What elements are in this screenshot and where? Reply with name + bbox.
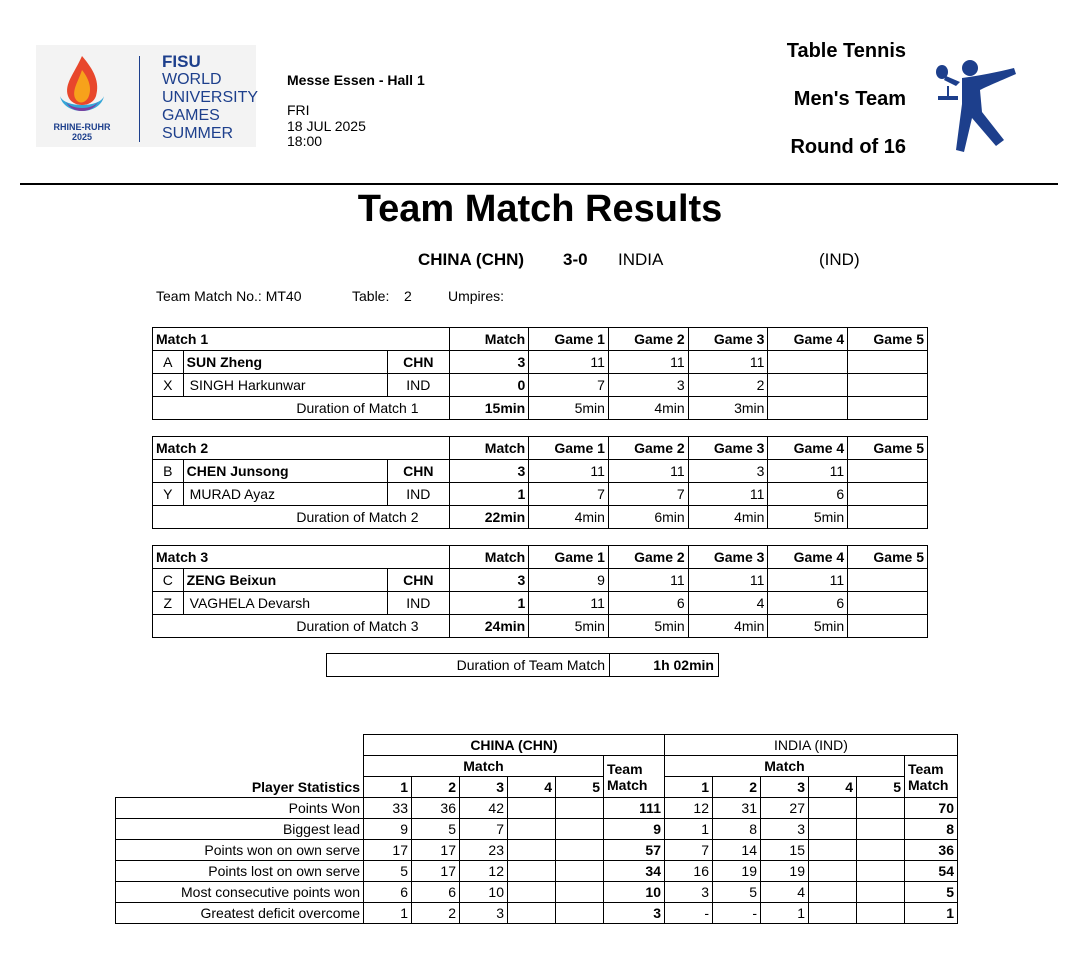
player-position: Z xyxy=(153,592,184,615)
game-score: 7 xyxy=(608,483,688,506)
game-column-header: Game 4 xyxy=(768,328,848,351)
stat-value xyxy=(508,840,556,861)
stat-value: 7 xyxy=(460,819,508,840)
header-divider xyxy=(20,183,1058,185)
stats-team2: INDIA (IND) xyxy=(665,735,958,756)
stat-value: 23 xyxy=(460,840,508,861)
game-duration: 5min xyxy=(608,615,688,638)
game-score: 11 xyxy=(608,460,688,483)
player-row xyxy=(153,460,928,483)
stats-row xyxy=(116,903,958,924)
stat-value xyxy=(809,840,857,861)
player-position: B xyxy=(153,460,184,483)
stats-team-row xyxy=(116,735,958,756)
stat-value: 3 xyxy=(761,819,809,840)
game-duration xyxy=(848,506,928,529)
player-match-score: 3 xyxy=(449,351,529,374)
game-column-header: Game 2 xyxy=(608,546,688,569)
match-duration-label: Duration of Match 1 xyxy=(153,397,450,420)
game-score: 4 xyxy=(688,592,768,615)
stat-team-total: 34 xyxy=(604,861,665,882)
stat-label: Points Won xyxy=(116,798,364,819)
player-statistics-table xyxy=(115,734,958,924)
page-title: Team Match Results xyxy=(357,188,723,230)
game-score: 11 xyxy=(688,569,768,592)
stats-row xyxy=(116,882,958,903)
stat-value: 33 xyxy=(364,798,412,819)
team2-code: (IND) xyxy=(819,250,860,269)
game-column-header: Game 3 xyxy=(688,437,768,460)
match-title: Match 2 xyxy=(153,437,450,460)
stat-team-total: 9 xyxy=(604,819,665,840)
stat-value xyxy=(556,798,604,819)
stat-value: 31 xyxy=(713,798,761,819)
stat-value: 17 xyxy=(412,861,460,882)
player-position: X xyxy=(153,374,184,397)
player-row xyxy=(153,592,928,615)
stat-value xyxy=(857,840,905,861)
host-name: RHINE-RUHR xyxy=(53,122,111,132)
stat-value xyxy=(857,861,905,882)
stat-value: 8 xyxy=(713,819,761,840)
team-duration-label: Duration of Team Match xyxy=(327,654,610,677)
match-header-row xyxy=(153,437,928,460)
stat-team-total: 3 xyxy=(604,903,665,924)
stat-value: 15 xyxy=(761,840,809,861)
stat-value: - xyxy=(665,903,713,924)
match-column-header: Match xyxy=(449,546,529,569)
game-score: 7 xyxy=(529,374,609,397)
stat-value xyxy=(556,840,604,861)
stat-value: 17 xyxy=(364,840,412,861)
match-label: Match xyxy=(607,776,648,793)
table-label: Table: xyxy=(352,288,390,304)
match-header-row xyxy=(153,328,928,351)
game-column-header: Game 2 xyxy=(608,328,688,351)
stats-row xyxy=(116,819,958,840)
game-score: 11 xyxy=(768,569,848,592)
game-column-header: Game 3 xyxy=(688,328,768,351)
stat-value: 27 xyxy=(761,798,809,819)
match-date: 18 JUL 2025 xyxy=(287,118,366,134)
match-duration-label: Duration of Match 3 xyxy=(153,615,450,638)
player-name: VAGHELA Devarsh xyxy=(183,592,387,615)
fisu-wordmark xyxy=(162,53,258,143)
game-duration: 5min xyxy=(529,397,609,420)
stat-value xyxy=(556,882,604,903)
stat-value: 12 xyxy=(460,861,508,882)
umpires-label: Umpires: xyxy=(448,288,505,304)
stat-value: 4 xyxy=(761,882,809,903)
host-year: 2025 xyxy=(71,132,93,142)
stats-match-label: Match xyxy=(665,756,905,777)
stats-column-number: 5 xyxy=(857,777,905,798)
stat-label: Most consecutive points won xyxy=(116,882,364,903)
stat-value: 1 xyxy=(364,903,412,924)
player-nation: CHN xyxy=(388,460,449,483)
stat-value xyxy=(857,882,905,903)
game-score xyxy=(768,374,848,397)
team1-name: CHINA (CHN) xyxy=(418,250,525,269)
stat-value: 2 xyxy=(412,903,460,924)
fisu-label: FISU xyxy=(162,52,201,71)
stat-value: 17 xyxy=(412,840,460,861)
stats-title: Player Statistics xyxy=(116,777,364,798)
game-score xyxy=(848,374,928,397)
stat-team-total: 57 xyxy=(604,840,665,861)
player-name: MURAD Ayaz xyxy=(183,483,387,506)
match-day: FRI xyxy=(287,102,310,118)
stats-row xyxy=(116,861,958,882)
stat-team-total: 1 xyxy=(905,903,958,924)
player-match-score: 0 xyxy=(449,374,529,397)
stats-match-label: Match xyxy=(364,756,604,777)
player-row xyxy=(153,351,928,374)
stat-value: 12 xyxy=(665,798,713,819)
game-duration: 5min xyxy=(768,506,848,529)
game-duration: 4min xyxy=(608,397,688,420)
flame-icon xyxy=(54,52,110,124)
player-row xyxy=(153,483,928,506)
stat-team-total: 8 xyxy=(905,819,958,840)
game-score: 11 xyxy=(529,460,609,483)
game-column-header: Game 1 xyxy=(529,328,609,351)
team-match-duration-table xyxy=(326,653,719,677)
stat-team-total: 70 xyxy=(905,798,958,819)
stat-value: 19 xyxy=(713,861,761,882)
stats-column-number: 5 xyxy=(556,777,604,798)
match-table xyxy=(152,436,928,529)
stat-value xyxy=(809,903,857,924)
empty-cell xyxy=(116,735,364,756)
stats-column-number: 1 xyxy=(364,777,412,798)
stat-value xyxy=(857,798,905,819)
game-score: 2 xyxy=(688,374,768,397)
stats-team-match-header xyxy=(905,756,958,798)
stats-column-number: 3 xyxy=(460,777,508,798)
stat-value: 7 xyxy=(665,840,713,861)
player-match-score: 3 xyxy=(449,460,529,483)
game-duration xyxy=(848,615,928,638)
match-time: 18:00 xyxy=(287,133,323,149)
game-score xyxy=(768,351,848,374)
match-header-row xyxy=(153,546,928,569)
match-duration: 24min xyxy=(449,615,529,638)
stat-team-total: 111 xyxy=(604,798,665,819)
table-tennis-pictogram-icon xyxy=(932,56,1022,154)
game-score: 6 xyxy=(608,592,688,615)
game-column-header: Game 2 xyxy=(608,437,688,460)
stats-column-number: 2 xyxy=(412,777,460,798)
game-duration: 4min xyxy=(529,506,609,529)
stat-value xyxy=(857,819,905,840)
match-title: Match 3 xyxy=(153,546,450,569)
match-label: Match xyxy=(908,776,949,793)
player-row xyxy=(153,374,928,397)
match-duration: 15min xyxy=(449,397,529,420)
stat-value: - xyxy=(713,903,761,924)
game-score: 7 xyxy=(529,483,609,506)
team-label: Team xyxy=(607,760,643,777)
stat-value: 5 xyxy=(713,882,761,903)
stat-value xyxy=(556,861,604,882)
stat-value: 3 xyxy=(665,882,713,903)
match-column-header: Match xyxy=(449,437,529,460)
host-logo-text xyxy=(46,122,118,142)
player-match-score: 3 xyxy=(449,569,529,592)
stat-value: 5 xyxy=(412,819,460,840)
stat-value: 14 xyxy=(713,840,761,861)
game-score: 6 xyxy=(768,592,848,615)
game-duration xyxy=(768,397,848,420)
stat-value xyxy=(508,882,556,903)
match-table xyxy=(152,545,928,638)
stats-team1: CHINA (CHN) xyxy=(364,735,665,756)
stats-team-match-header xyxy=(604,756,665,798)
game-score: 3 xyxy=(608,374,688,397)
team-score: 3-0 xyxy=(563,250,588,269)
stat-value xyxy=(809,819,857,840)
game-duration: 6min xyxy=(608,506,688,529)
stat-label: Points lost on own serve xyxy=(116,861,364,882)
game-duration: 5min xyxy=(768,615,848,638)
player-nation: IND xyxy=(388,374,449,397)
game-duration: 5min xyxy=(529,615,609,638)
team-duration-value: 1h 02min xyxy=(610,654,719,677)
player-position: Y xyxy=(153,483,184,506)
stat-label: Biggest lead xyxy=(116,819,364,840)
stat-value: 1 xyxy=(761,903,809,924)
stat-label: Points won on own serve xyxy=(116,840,364,861)
fisu-line2: UNIVERSITY xyxy=(162,89,259,106)
game-score: 9 xyxy=(529,569,609,592)
empty-cell xyxy=(116,756,364,777)
team2-name: INDIA xyxy=(618,250,664,269)
stat-value xyxy=(508,903,556,924)
fisu-line1: WORLD xyxy=(162,71,222,88)
stats-column-number: 1 xyxy=(665,777,713,798)
match-title: Match 1 xyxy=(153,328,450,351)
stat-team-total: 5 xyxy=(905,882,958,903)
stat-team-total: 36 xyxy=(905,840,958,861)
game-duration: 3min xyxy=(688,397,768,420)
stats-column-number: 4 xyxy=(508,777,556,798)
game-score: 11 xyxy=(768,460,848,483)
player-name: CHEN Junsong xyxy=(183,460,387,483)
game-score xyxy=(848,351,928,374)
stat-value: 10 xyxy=(460,882,508,903)
team-label: Team xyxy=(908,760,944,777)
stat-team-total: 54 xyxy=(905,861,958,882)
player-name: SINGH Harkunwar xyxy=(183,374,387,397)
stats-column-row xyxy=(116,777,958,798)
stat-value: 5 xyxy=(364,861,412,882)
game-score: 11 xyxy=(608,351,688,374)
stats-row xyxy=(116,798,958,819)
stat-value: 36 xyxy=(412,798,460,819)
game-column-header: Game 5 xyxy=(848,328,928,351)
game-score xyxy=(848,460,928,483)
stats-column-number: 2 xyxy=(713,777,761,798)
game-score xyxy=(848,592,928,615)
player-position: A xyxy=(153,351,184,374)
duration-row xyxy=(153,615,928,638)
stat-value xyxy=(508,798,556,819)
stat-value xyxy=(857,903,905,924)
match-duration: 22min xyxy=(449,506,529,529)
stat-value xyxy=(809,798,857,819)
game-score: 11 xyxy=(529,592,609,615)
game-column-header: Game 5 xyxy=(848,546,928,569)
stat-value xyxy=(508,861,556,882)
stat-value: 6 xyxy=(412,882,460,903)
player-name: SUN Zheng xyxy=(183,351,387,374)
fisu-line4: SUMMER xyxy=(162,125,234,142)
player-row xyxy=(153,569,928,592)
player-name: ZENG Beixun xyxy=(183,569,387,592)
event-name: Men's Team xyxy=(793,88,906,110)
stat-value: 6 xyxy=(364,882,412,903)
stat-value xyxy=(809,882,857,903)
sport-name: Table Tennis xyxy=(786,40,906,62)
stat-value: 19 xyxy=(761,861,809,882)
game-duration: 4min xyxy=(688,615,768,638)
stat-value xyxy=(556,903,604,924)
venue: Messe Essen - Hall 1 xyxy=(287,72,425,88)
game-score: 11 xyxy=(688,483,768,506)
duration-row xyxy=(153,397,928,420)
team-match-number: Team Match No.: MT40 xyxy=(156,288,302,304)
stat-value: 16 xyxy=(665,861,713,882)
stat-value xyxy=(809,861,857,882)
round-name: Round of 16 xyxy=(790,136,906,158)
game-score: 3 xyxy=(688,460,768,483)
stat-value: 1 xyxy=(665,819,713,840)
game-column-header: Game 1 xyxy=(529,437,609,460)
game-column-header: Game 5 xyxy=(848,437,928,460)
logo-divider xyxy=(139,56,140,142)
game-score: 11 xyxy=(688,351,768,374)
stats-match-row xyxy=(116,756,958,777)
stats-column-number: 4 xyxy=(809,777,857,798)
stat-value xyxy=(556,819,604,840)
stat-value xyxy=(508,819,556,840)
player-match-score: 1 xyxy=(449,483,529,506)
game-duration xyxy=(848,397,928,420)
fisu-line3: GAMES xyxy=(162,107,220,124)
table-number: 2 xyxy=(404,288,412,304)
stat-value: 42 xyxy=(460,798,508,819)
game-score: 6 xyxy=(768,483,848,506)
stat-label: Greatest deficit overcome xyxy=(116,903,364,924)
player-nation: IND xyxy=(388,592,449,615)
game-score: 11 xyxy=(608,569,688,592)
stats-row xyxy=(116,840,958,861)
match-duration-label: Duration of Match 2 xyxy=(153,506,450,529)
player-match-score: 1 xyxy=(449,592,529,615)
game-score: 11 xyxy=(529,351,609,374)
duration-row xyxy=(153,506,928,529)
stats-column-number: 3 xyxy=(761,777,809,798)
game-column-header: Game 4 xyxy=(768,437,848,460)
match-table xyxy=(152,327,928,420)
game-column-header: Game 1 xyxy=(529,546,609,569)
match-column-header: Match xyxy=(449,328,529,351)
stat-team-total: 10 xyxy=(604,882,665,903)
game-score xyxy=(848,569,928,592)
player-nation: CHN xyxy=(388,351,449,374)
player-position: C xyxy=(153,569,184,592)
stat-value: 3 xyxy=(460,903,508,924)
game-column-header: Game 3 xyxy=(688,546,768,569)
game-duration: 4min xyxy=(688,506,768,529)
player-nation: CHN xyxy=(388,569,449,592)
game-column-header: Game 4 xyxy=(768,546,848,569)
stat-value: 9 xyxy=(364,819,412,840)
game-score xyxy=(848,483,928,506)
player-nation: IND xyxy=(388,483,449,506)
